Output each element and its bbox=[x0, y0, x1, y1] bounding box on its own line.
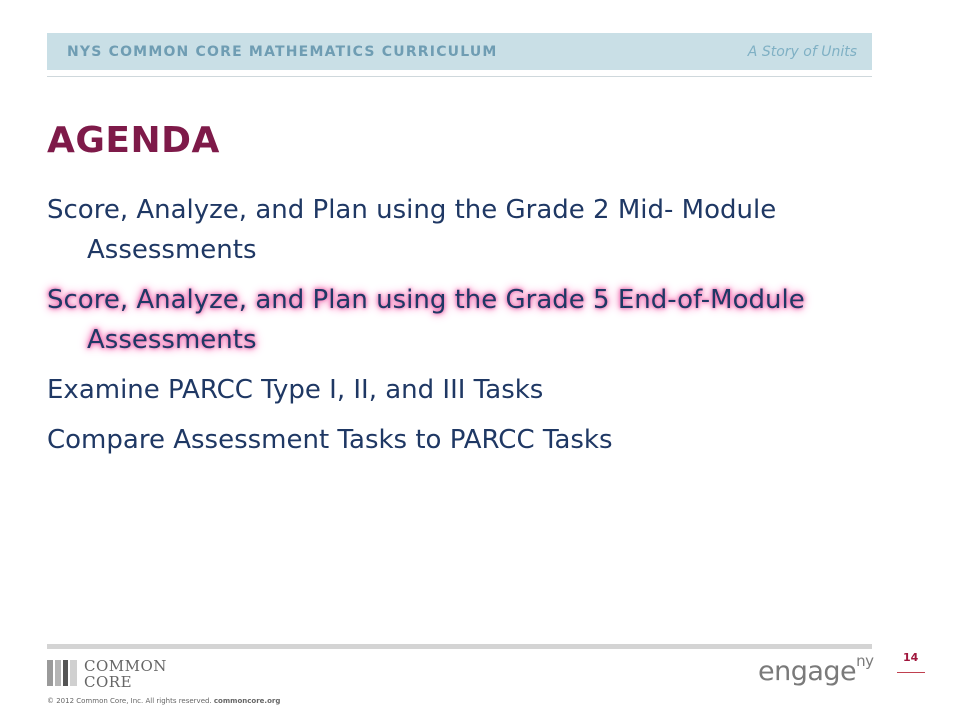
logo-line-2: CORE bbox=[84, 673, 133, 691]
header-divider bbox=[47, 76, 872, 77]
copyright-notice bbox=[47, 697, 280, 705]
agenda-item-2-highlighted: Score, Analyze, and Plan using the Grade 5 End-of-Module Assessments bbox=[47, 285, 805, 355]
common-core-logo-text bbox=[84, 658, 167, 690]
engageny-logo bbox=[758, 652, 874, 687]
curriculum-header bbox=[47, 33, 872, 70]
agenda-item-1: Score, Analyze, and Plan using the Grade 2 Mid- Module Assessments bbox=[47, 195, 777, 265]
agenda-list bbox=[47, 190, 927, 470]
common-core-logo-icon bbox=[47, 660, 77, 686]
slide-title: AGENDA bbox=[47, 120, 220, 161]
ny-superscript: ny bbox=[856, 652, 874, 670]
logo-line-1: COMMON bbox=[84, 657, 167, 675]
page-number: 14 bbox=[903, 651, 919, 664]
footer-divider bbox=[47, 644, 872, 649]
agenda-item-4: Compare Assessment Tasks to PARCC Tasks bbox=[47, 425, 613, 455]
series-title: A Story of Units bbox=[747, 43, 857, 60]
copyright-text: © 2012 Common Core, Inc. All rights reserved. bbox=[47, 697, 212, 705]
page-number-underline bbox=[897, 672, 925, 673]
agenda-item-3: Examine PARCC Type I, II, and III Tasks bbox=[47, 375, 544, 405]
engage-word: engage bbox=[758, 656, 857, 687]
curriculum-title: NYS COMMON CORE MATHEMATICS CURRICULUM bbox=[67, 43, 498, 60]
copyright-link[interactable]: commoncore.org bbox=[213, 697, 281, 705]
